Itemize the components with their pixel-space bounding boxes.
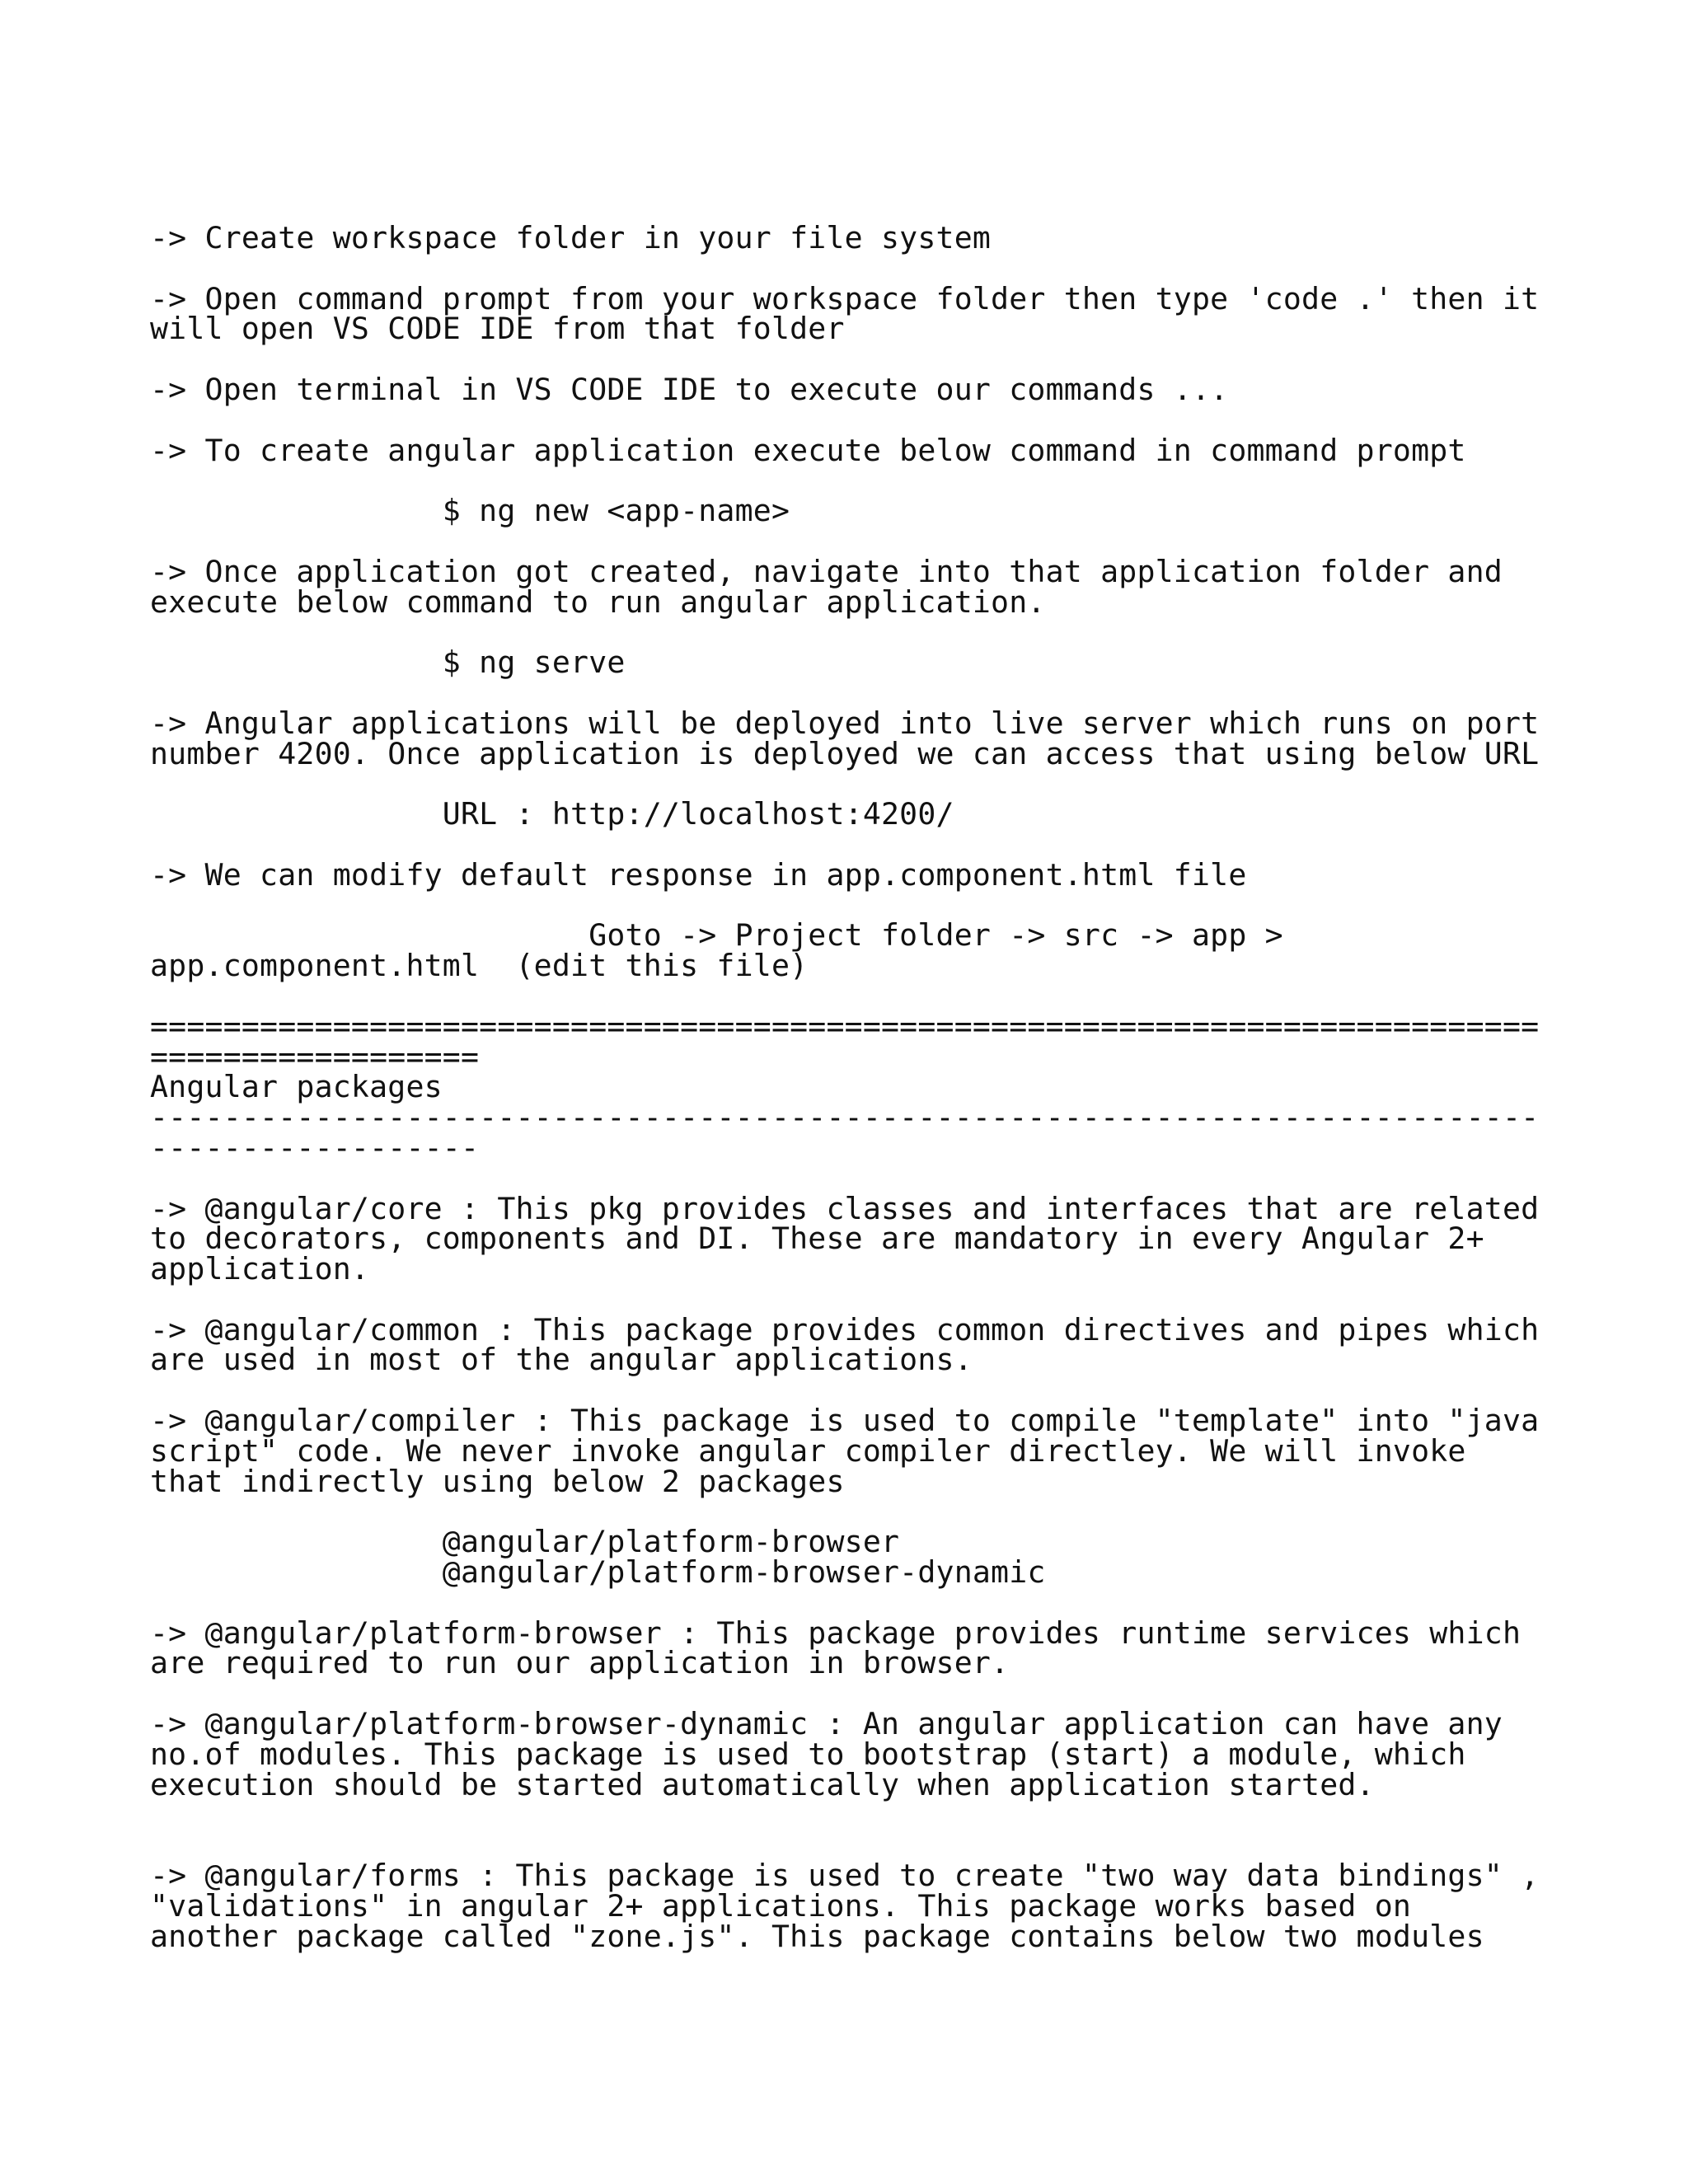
document-text bbox=[150, 220, 1543, 1954]
text-line: Goto -> Project folder -> src -> app > bbox=[150, 917, 1283, 954]
text-line: app.component.html (edit this file) bbox=[150, 948, 809, 984]
text-line: -> We can modify default response in app.component.html file bbox=[150, 856, 1247, 893]
text-line: to decorators, components and DI. These are mandatory in every Angular 2+ bbox=[150, 1221, 1484, 1257]
text-line: are used in most of the angular applications. bbox=[150, 1342, 973, 1378]
divider-line: ---------------------------------------------------------------------------- bbox=[150, 1099, 1540, 1136]
text-line: -> @angular/forms : This package is used to create "two way data bindings" , bbox=[150, 1858, 1540, 1894]
text-line: "validations" in angular 2+ applications. This package works based on bbox=[150, 1887, 1412, 1924]
text-line: -> Open command prompt from your workspace folder then type 'code .' then it bbox=[150, 280, 1540, 316]
text-line: execution should be started automatically when application started. bbox=[150, 1766, 1375, 1802]
divider-line: ============================================================================ bbox=[150, 1008, 1540, 1044]
url-line: URL : http://localhost:4200/ bbox=[150, 796, 954, 832]
package-line: @angular/platform-browser-dynamic bbox=[150, 1554, 1046, 1591]
text-line: -> @angular/core : This pkg provides classes and interfaces that are related bbox=[150, 1190, 1540, 1226]
text-line: -> Angular applications will be deployed into live server which runs on port bbox=[150, 705, 1540, 741]
divider-line: ================== bbox=[150, 1038, 480, 1075]
text-line: -> Once application got created, navigate into that application folder and bbox=[150, 553, 1503, 589]
command-line: $ ng serve bbox=[150, 644, 626, 681]
text-line: no.of modules. This package is used to bootstrap (start) a module, which bbox=[150, 1736, 1466, 1772]
text-line: will open VS CODE IDE from that folder bbox=[150, 311, 845, 347]
text-line: -> @angular/common : This package provides common directives and pipes which bbox=[150, 1311, 1540, 1347]
text-line: -> To create angular application execute below command in command prompt bbox=[150, 432, 1466, 468]
text-line: -> @angular/platform-browser-dynamic : An angular application can have any bbox=[150, 1706, 1503, 1742]
text-line: script" code. We never invoke angular compiler directley. We will invoke bbox=[150, 1432, 1466, 1469]
text-line: that indirectly using below 2 packages bbox=[150, 1463, 845, 1499]
section-heading: Angular packages bbox=[150, 1069, 443, 1105]
text-line: application. bbox=[150, 1251, 370, 1287]
text-line: execute below command to run angular application. bbox=[150, 583, 1046, 620]
text-line: number 4200. Once application is deployed we can access that using below URL bbox=[150, 735, 1540, 771]
text-line: -> @angular/platform-browser : This package provides runtime services which bbox=[150, 1615, 1522, 1651]
text-line: -> Create workspace folder in your file system bbox=[150, 220, 992, 255]
package-line: @angular/platform-browser bbox=[150, 1524, 900, 1560]
command-line: $ ng new <app-name> bbox=[150, 493, 790, 529]
text-line: -> @angular/compiler : This package is used to compile "template" into "java bbox=[150, 1403, 1540, 1439]
text-line: -> Open terminal in VS CODE IDE to execute our commands ... bbox=[150, 371, 1229, 407]
text-line: another package called "zone.js". This package contains below two modules bbox=[150, 1918, 1484, 1954]
divider-line: ------------------ bbox=[150, 1129, 480, 1165]
text-line: are required to run our application in browser. bbox=[150, 1645, 1010, 1681]
